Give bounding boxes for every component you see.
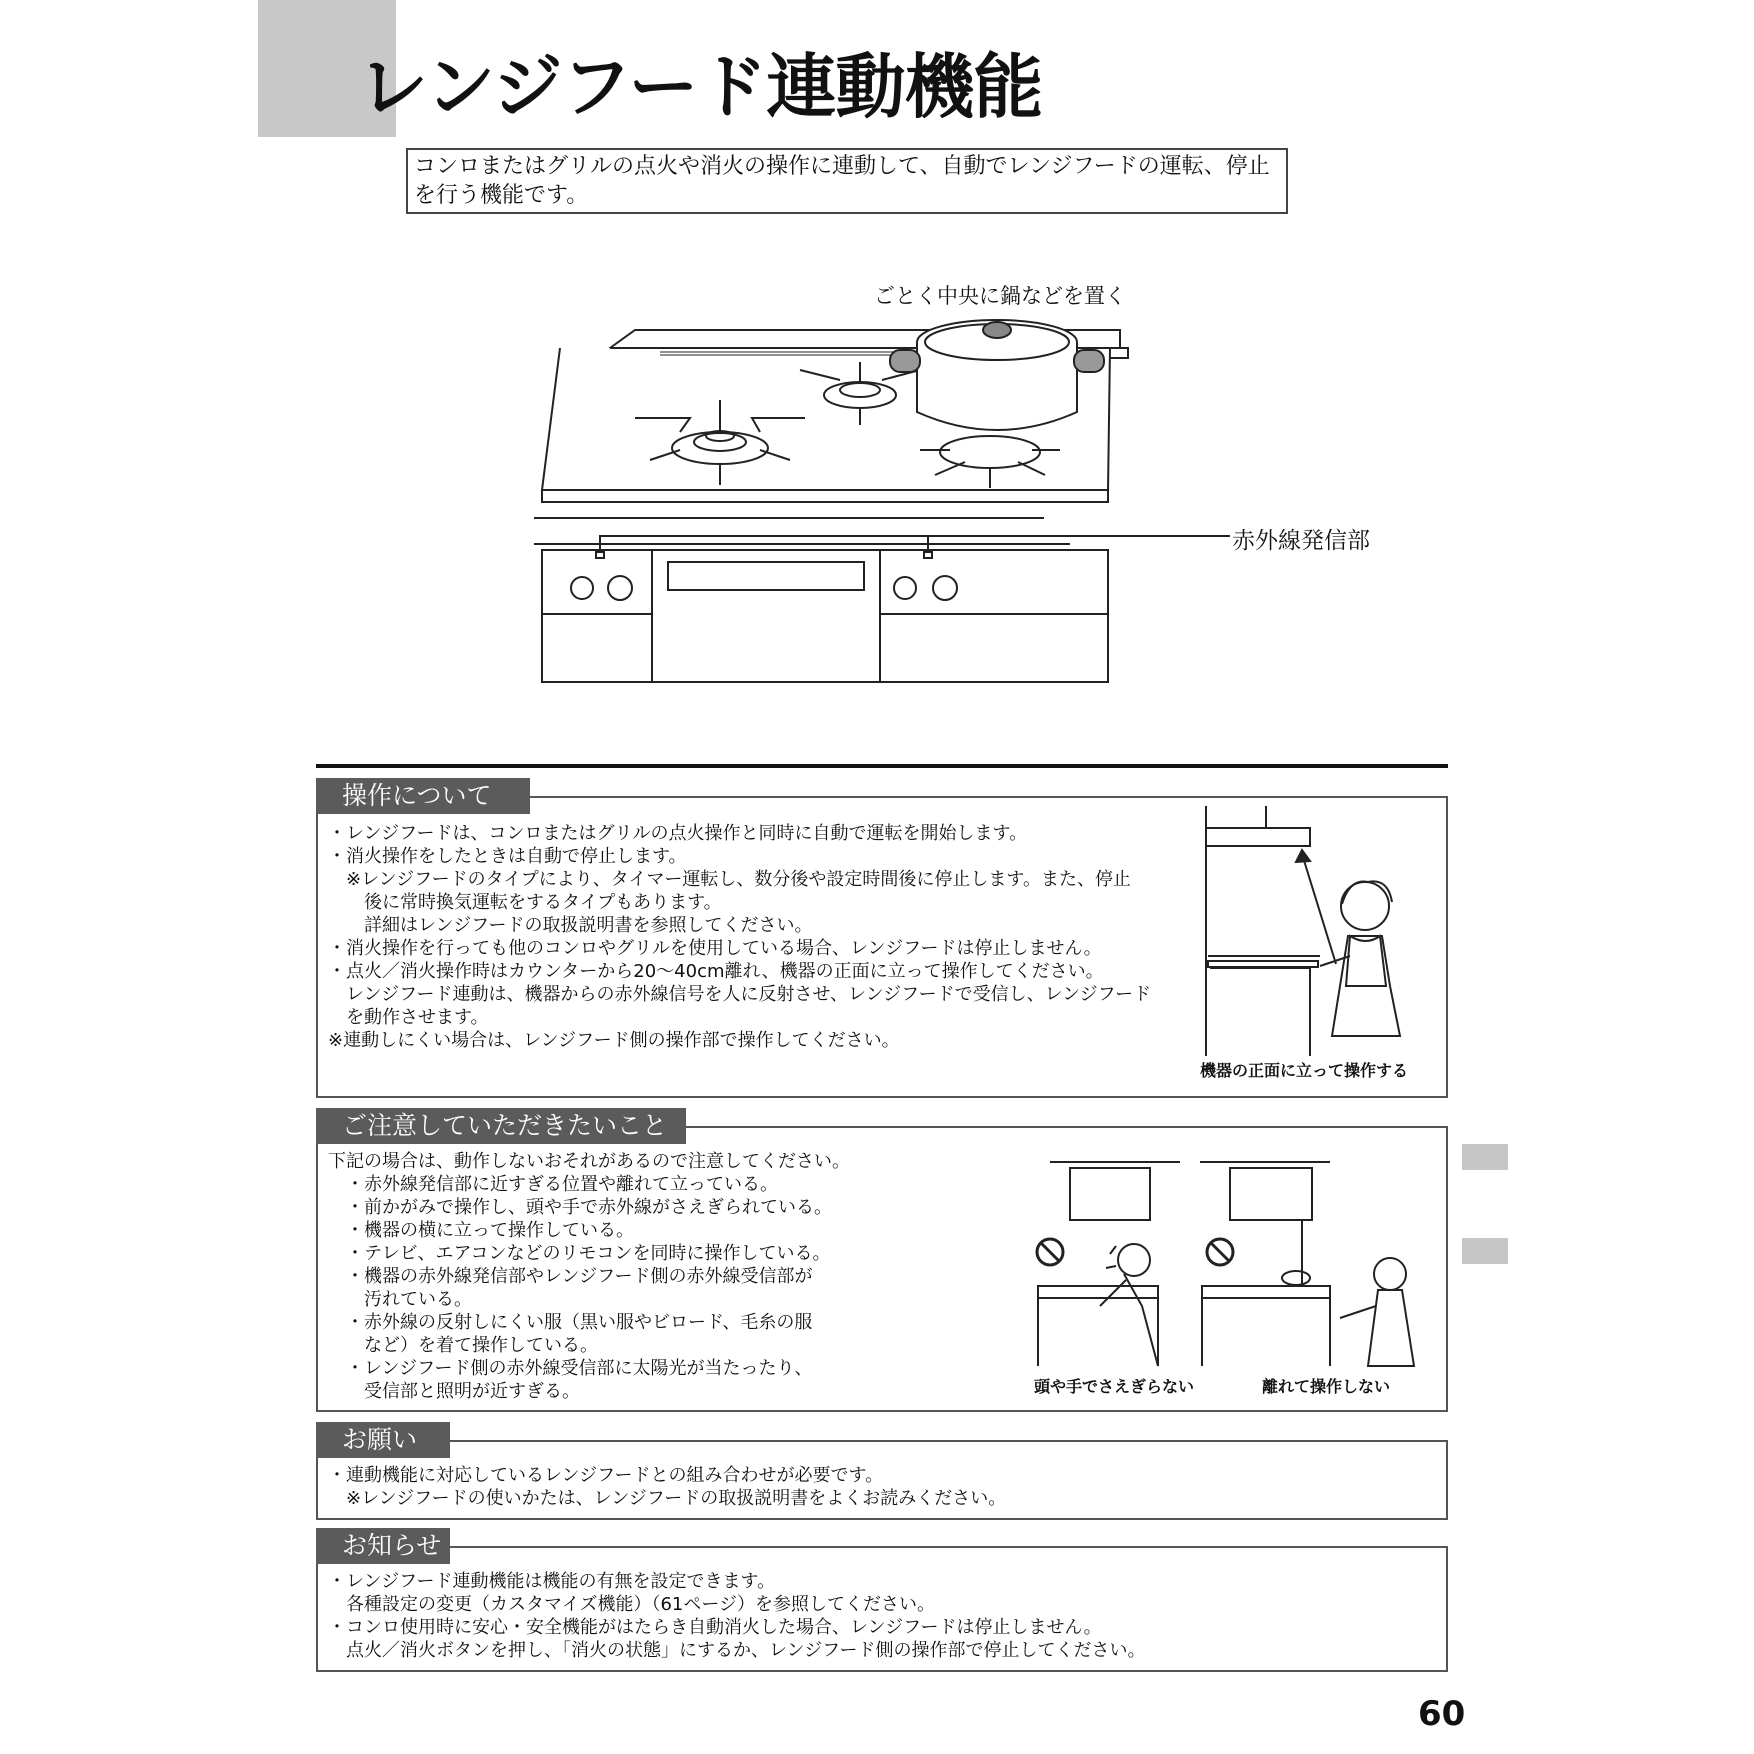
operation-line: ※レンジフードのタイプにより、タイマー運転し、数分後や設定時間後に停止します。また、停止	[328, 869, 1131, 890]
caution-body	[328, 1150, 850, 1403]
operation-line: を動作させます。	[328, 1007, 489, 1028]
notice-heading: お知らせ	[316, 1528, 450, 1564]
request-line: ・連動機能に対応しているレンジフードとの組み合わせが必要です。	[328, 1465, 884, 1486]
caution-caption-left: 頭や手でさえぎらない	[1034, 1377, 1195, 1396]
side-tab	[1462, 1238, 1508, 1264]
distant-person-illustration	[1200, 1156, 1420, 1372]
operation-line: ・点火／消火操作時はカウンターから20～40cm離れ、機器の正面に立って操作してください。	[328, 961, 1104, 982]
caution-line: ・赤外線の反射しにくい服（黒い服やビロード、毛糸の服	[328, 1312, 813, 1333]
operation-line: ・消火操作を行っても他のコンロやグリルを使用している場合、レンジフードは停止しません。	[328, 938, 1102, 959]
operation-heading: 操作について	[316, 778, 530, 814]
caution-line: ・レンジフード側の赤外線受信部に太陽光が当たったり、	[328, 1358, 813, 1379]
ir-emitter-label: 赤外線発信部	[1232, 528, 1370, 554]
operation-line: ・レンジフードは、コンロまたはグリルの点火操作と同時に自動で運転を開始します。	[328, 823, 1028, 844]
operation-line: 詳細はレンジフードの取扱説明書を参照してください。	[328, 915, 813, 936]
notice-line: 点火／消火ボタンを押し、「消火の状態」にするか、レンジフード側の操作部で停止してください。	[328, 1640, 1146, 1661]
caution-line: ・赤外線発信部に近すぎる位置や離れて立っている。	[328, 1174, 778, 1195]
operation-line: ・消火操作をしたときは自動で停止します。	[328, 846, 687, 867]
caution-line: ・前かがみで操作し、頭や手で赤外線がさえぎられている。	[328, 1197, 832, 1218]
person-facing-stove-illustration	[1200, 806, 1430, 1062]
intro-box: コンロまたはグリルの点火や消火の操作に連動して、自動でレンジフードの運転、停止を行う機能です。	[406, 148, 1288, 214]
operation-line: レンジフード連動は、機器からの赤外線信号を人に反射させ、レンジフードで受信し、レンジフード	[328, 984, 1152, 1005]
operation-line: ※連動しにくい場合は、レンジフード側の操作部で操作してください。	[328, 1030, 900, 1051]
pot-label: ごとく中央に鍋などを置く	[874, 284, 1126, 308]
operation-body	[328, 822, 1151, 1052]
stove-illustration	[540, 300, 1260, 690]
caution-line: 受信部と照明が近すぎる。	[328, 1381, 580, 1402]
notice-body	[328, 1570, 1146, 1662]
caution-line: ・機器の赤外線発信部やレンジフード側の赤外線受信部が	[328, 1266, 813, 1287]
section-rule	[316, 764, 1448, 768]
caution-line: ・テレビ、エアコンなどのリモコンを同時に操作している。	[328, 1243, 831, 1264]
request-line: ※レンジフードの使いかたは、レンジフードの取扱説明書をよくお読みください。	[328, 1488, 1007, 1509]
page-number: 60	[1418, 1694, 1466, 1734]
caution-line: 下記の場合は、動作しないおそれがあるので注意してください。	[328, 1151, 850, 1172]
operation-line: 後に常時換気運転をするタイプもあります。	[328, 892, 722, 913]
operation-caption: 機器の正面に立って操作する	[1200, 1061, 1409, 1080]
caution-heading: ご注意していただきたいこと	[316, 1108, 686, 1144]
notice-line: 各種設定の変更（カスタマイズ機能）（61ページ）を参照してください。	[328, 1594, 936, 1615]
leaning-person-illustration	[1030, 1156, 1190, 1372]
caution-caption-right: 離れて操作しない	[1262, 1377, 1391, 1396]
request-body	[328, 1464, 1006, 1510]
notice-line: ・コンロ使用時に安心・安全機能がはたらき自動消火した場合、レンジフードは停止しません。	[328, 1617, 1102, 1638]
caution-line: ・機器の横に立って操作している。	[328, 1220, 634, 1241]
page-title: レンジフード連動機能	[358, 46, 1043, 128]
side-tab	[1462, 1144, 1508, 1170]
notice-line: ・レンジフード連動機能は機能の有無を設定できます。	[328, 1571, 776, 1592]
request-heading: お願い	[316, 1422, 450, 1458]
caution-line: 汚れている。	[328, 1289, 472, 1310]
caution-line: など）を着て操作している。	[328, 1335, 598, 1356]
